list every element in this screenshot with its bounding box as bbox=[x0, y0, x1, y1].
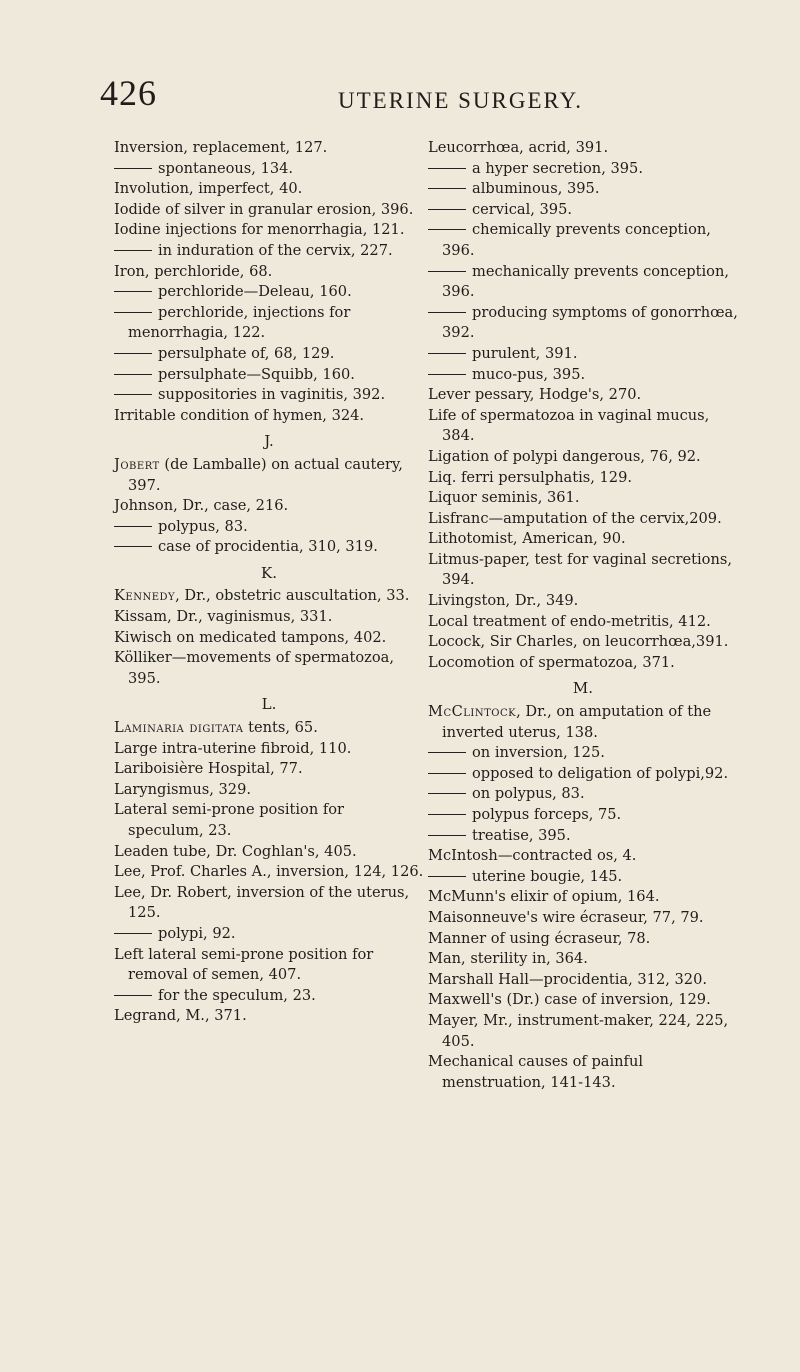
index-subentry bbox=[114, 282, 424, 303]
index-entry bbox=[114, 607, 424, 628]
index-subentry bbox=[428, 200, 738, 221]
entry-text: Lithotomist, American, 90. bbox=[428, 530, 626, 548]
index-entry bbox=[428, 990, 738, 1011]
entry-text: albuminous, 395. bbox=[472, 180, 600, 198]
ditto-dash bbox=[114, 526, 152, 527]
index-entry bbox=[428, 846, 738, 867]
entry-text: case of procidentia, 310, 319. bbox=[158, 538, 378, 556]
ditto-dash bbox=[428, 188, 466, 189]
index-entry bbox=[114, 759, 424, 780]
index-subentry bbox=[114, 924, 424, 945]
ditto-dash bbox=[114, 933, 152, 934]
entry-text: Life of spermatozoa in vaginal mucus, 384. bbox=[428, 406, 710, 445]
entry-text: Kiwisch on medicated tampons, 402. bbox=[114, 628, 387, 646]
section-letter: L. bbox=[261, 695, 277, 714]
entry-text: , Dr., on amputation of the inverted uterus, 138. bbox=[442, 703, 712, 741]
entry-text: Iodide of silver in granular erosion, 396. bbox=[114, 200, 414, 218]
ditto-dash bbox=[428, 374, 466, 375]
index-entry bbox=[428, 447, 738, 468]
ditto-dash bbox=[114, 374, 152, 375]
index-subentry bbox=[428, 344, 738, 365]
entry-text: polypi, 92. bbox=[158, 924, 236, 942]
index-entry bbox=[114, 455, 424, 496]
index-entry bbox=[428, 702, 738, 743]
section-letter: K. bbox=[261, 563, 277, 582]
entry-text: Liq. ferri persulphatis, 129. bbox=[428, 468, 633, 486]
index-entry bbox=[114, 262, 424, 283]
ditto-dash bbox=[114, 291, 152, 292]
index-entry bbox=[114, 842, 424, 863]
index-entry bbox=[114, 1006, 424, 1027]
index-subentry bbox=[428, 784, 738, 805]
entry-lead: McClintock bbox=[428, 703, 517, 721]
index-subentry bbox=[114, 303, 424, 344]
entry-text: Lee, Prof. Charles A., inversion, 124, 126. bbox=[114, 863, 424, 881]
entry-text: Irritable condition of hymen, 324. bbox=[114, 406, 365, 424]
entry-text: Marshall Hall—procidentia, 312, 320. bbox=[428, 970, 707, 988]
entry-text: Johnson, Dr., case, 216. bbox=[114, 497, 289, 515]
ditto-dash bbox=[428, 312, 466, 313]
entry-text: tents, 65. bbox=[243, 719, 318, 737]
index-entry bbox=[114, 648, 424, 689]
index-subentry bbox=[114, 241, 424, 262]
index-entry bbox=[114, 628, 424, 649]
index-entry bbox=[428, 949, 738, 970]
entry-lead: Jobert bbox=[114, 455, 160, 473]
ditto-dash bbox=[114, 394, 152, 395]
index-subentry bbox=[114, 365, 424, 386]
entry-text: purulent, 391. bbox=[472, 344, 578, 362]
entry-text: Iodine injections for menorrhagia, 121. bbox=[114, 221, 405, 239]
index-subentry bbox=[114, 537, 424, 558]
index-subentry bbox=[114, 517, 424, 538]
index-entry bbox=[114, 586, 424, 607]
index-entry bbox=[428, 550, 738, 591]
entry-text: Iron, perchloride, 68. bbox=[114, 262, 273, 280]
index-subentry bbox=[428, 365, 738, 386]
index-subentry bbox=[114, 986, 424, 1007]
index-entry bbox=[428, 406, 738, 447]
index-subentry bbox=[114, 344, 424, 365]
entry-text: on polypus, 83. bbox=[472, 785, 585, 803]
entry-text: suppositories in vaginitis, 392. bbox=[158, 386, 386, 404]
index-entry bbox=[428, 509, 738, 530]
index-entry bbox=[114, 780, 424, 801]
entry-text: uterine bougie, 145. bbox=[472, 867, 623, 885]
entry-text: Lever pessary, Hodge's, 270. bbox=[428, 386, 642, 404]
entry-text: Leaden tube, Dr. Coghlan's, 405. bbox=[114, 842, 357, 860]
entry-text: muco-pus, 395. bbox=[472, 365, 586, 383]
ditto-dash bbox=[428, 209, 466, 210]
entry-text: on inversion, 125. bbox=[472, 744, 605, 762]
entry-text: persulphate—Squibb, 160. bbox=[158, 365, 355, 383]
entry-text: Maxwell's (Dr.) case of inversion, 129. bbox=[428, 991, 711, 1009]
entry-text: polypus, 83. bbox=[158, 517, 248, 535]
entry-text: Litmus-paper, test for vaginal secretions, 394. bbox=[428, 550, 732, 589]
entry-text: Left lateral semi-prone position for removal of semen, 407. bbox=[114, 945, 374, 984]
ditto-dash bbox=[114, 312, 152, 313]
index-subentry bbox=[428, 805, 738, 826]
ditto-dash bbox=[114, 546, 152, 547]
entry-text: Lariboisière Hospital, 77. bbox=[114, 760, 303, 778]
entry-text: Mayer, Mr., instrument-maker, 224, 225, 405. bbox=[428, 1011, 729, 1050]
index-entry bbox=[428, 612, 738, 633]
ditto-dash bbox=[428, 773, 466, 774]
index-entry bbox=[428, 632, 738, 653]
entry-text: polypus forceps, 75. bbox=[472, 806, 622, 823]
ditto-dash bbox=[428, 814, 466, 815]
index-entry bbox=[114, 200, 424, 221]
entry-text: Liquor seminis, 361. bbox=[428, 489, 580, 507]
entry-lead: Laminaria digitata bbox=[114, 719, 244, 737]
entry-text: Lisfranc—amputation of the cervix,209. bbox=[428, 509, 722, 527]
index-subentry bbox=[114, 385, 424, 406]
ditto-dash bbox=[428, 793, 466, 794]
index-entry bbox=[114, 406, 424, 427]
index-entry bbox=[114, 883, 424, 924]
entry-text: Legrand, M., 371. bbox=[114, 1007, 247, 1025]
index-entry bbox=[428, 488, 738, 509]
index-column-left bbox=[114, 138, 424, 1027]
index-subentry bbox=[428, 179, 738, 200]
entry-text: Laryngismus, 329. bbox=[114, 780, 252, 798]
entry-text: Mechanical causes of painful menstruation, 141-143. bbox=[428, 1053, 644, 1091]
entry-text: Involution, imperfect, 40. bbox=[114, 180, 303, 198]
index-entry bbox=[428, 1011, 738, 1052]
entry-text: , Dr., obstetric auscultation, 33. bbox=[175, 587, 410, 605]
entry-text: Ligation of polypi dangerous, 76, 92. bbox=[428, 447, 701, 465]
index-entry bbox=[428, 653, 738, 674]
index-entry bbox=[114, 800, 424, 841]
section-letter: M. bbox=[572, 679, 594, 698]
entry-text: Kölliker—movements of spermatozoa, 395. bbox=[114, 649, 394, 687]
entry-text: Maisonneuve's wire écraseur, 77, 79. bbox=[428, 908, 704, 926]
entry-text: persulphate of, 68, 129. bbox=[158, 344, 335, 362]
index-subentry bbox=[428, 867, 738, 888]
entry-text: Leucorrhœa, acrid, 391. bbox=[428, 139, 609, 156]
section-letter: J. bbox=[264, 432, 274, 451]
entry-text: Local treatment of endo-metritis, 412. bbox=[428, 612, 711, 630]
index-entry bbox=[428, 529, 738, 550]
entry-text: producing symptoms of gonorrhœa, 392. bbox=[442, 303, 738, 342]
index-entry bbox=[428, 887, 738, 908]
entry-lead: Kennedy bbox=[114, 587, 176, 605]
index-entry bbox=[428, 385, 738, 406]
index-entry bbox=[114, 945, 424, 986]
ditto-dash bbox=[428, 876, 466, 877]
entry-text: chemically prevents conception, 396. bbox=[442, 221, 711, 259]
entry-text: McMunn's elixir of opium, 164. bbox=[428, 888, 660, 906]
ditto-dash bbox=[428, 168, 466, 169]
entry-text: Kissam, Dr., vaginismus, 331. bbox=[114, 608, 333, 626]
entry-text: opposed to deligation of polypi,92. bbox=[472, 764, 729, 782]
entry-text: perchloride—Deleau, 160. bbox=[158, 283, 352, 301]
ditto-dash bbox=[114, 353, 152, 354]
entry-text: Locock, Sir Charles, on leucorrhœa,391. bbox=[428, 633, 729, 651]
index-subentry bbox=[428, 220, 738, 261]
entry-text: Lateral semi-prone position for speculum, 23. bbox=[114, 801, 345, 839]
index-entry bbox=[428, 929, 738, 950]
index-entry bbox=[114, 496, 424, 517]
ditto-dash bbox=[428, 353, 466, 354]
entry-text: Locomotion of spermatozoa, 371. bbox=[428, 653, 675, 671]
entry-text: in induration of the cervix, 227. bbox=[158, 241, 393, 259]
ditto-dash bbox=[428, 271, 466, 272]
ditto-dash bbox=[114, 168, 152, 169]
index-entry bbox=[428, 468, 738, 489]
index-subentry bbox=[428, 764, 738, 785]
index-subentry bbox=[428, 303, 738, 344]
entry-text: Man, sterility in, 364. bbox=[428, 950, 588, 968]
page-number: 426 bbox=[100, 73, 157, 113]
entry-text: treatise, 395. bbox=[472, 826, 571, 844]
index-entry bbox=[428, 908, 738, 929]
entry-text: for the speculum, 23. bbox=[158, 986, 316, 1004]
entry-text: McIntosh—contracted os, 4. bbox=[428, 847, 637, 865]
index-entry bbox=[114, 179, 424, 200]
index-subentry bbox=[428, 743, 738, 764]
entry-text: Manner of using écraseur, 78. bbox=[428, 929, 651, 947]
index-entry bbox=[114, 739, 424, 760]
entry-text: spontaneous, 134. bbox=[158, 159, 294, 177]
index-entry bbox=[428, 138, 738, 159]
index-subentry bbox=[114, 159, 424, 180]
entry-text: Lee, Dr. Robert, inversion of the uterus, 125. bbox=[114, 883, 410, 922]
entry-text: Livingston, Dr., 349. bbox=[428, 592, 579, 610]
entry-text: a hyper secretion, 395. bbox=[472, 159, 643, 177]
entry-text: cervical, 395. bbox=[472, 200, 573, 218]
index-entry bbox=[114, 862, 424, 883]
running-title: UTERINE SURGERY. bbox=[338, 88, 583, 113]
entry-text: Large intra-uterine fibroid, 110. bbox=[114, 739, 352, 757]
ditto-dash bbox=[428, 835, 466, 836]
index-entry bbox=[114, 718, 424, 739]
index-subentry bbox=[428, 159, 738, 180]
ditto-dash bbox=[114, 995, 152, 996]
entry-text: Inversion, replacement, 127. bbox=[114, 139, 328, 156]
index-entry bbox=[428, 970, 738, 991]
index-subentry bbox=[428, 262, 738, 303]
index-column-right bbox=[428, 138, 738, 1093]
index-entry bbox=[114, 220, 424, 241]
entry-text: mechanically prevents conception, 396. bbox=[442, 262, 730, 301]
ditto-dash bbox=[114, 250, 152, 251]
index-entry bbox=[114, 138, 424, 159]
ditto-dash bbox=[428, 229, 466, 230]
index-entry bbox=[428, 591, 738, 612]
entry-text: perchloride, injections for menorrhagia, 122. bbox=[128, 303, 351, 342]
ditto-dash bbox=[428, 752, 466, 753]
entry-text: (de Lamballe) on actual cautery, 397. bbox=[128, 455, 403, 494]
index-entry bbox=[428, 1052, 738, 1093]
index-subentry bbox=[428, 826, 738, 847]
